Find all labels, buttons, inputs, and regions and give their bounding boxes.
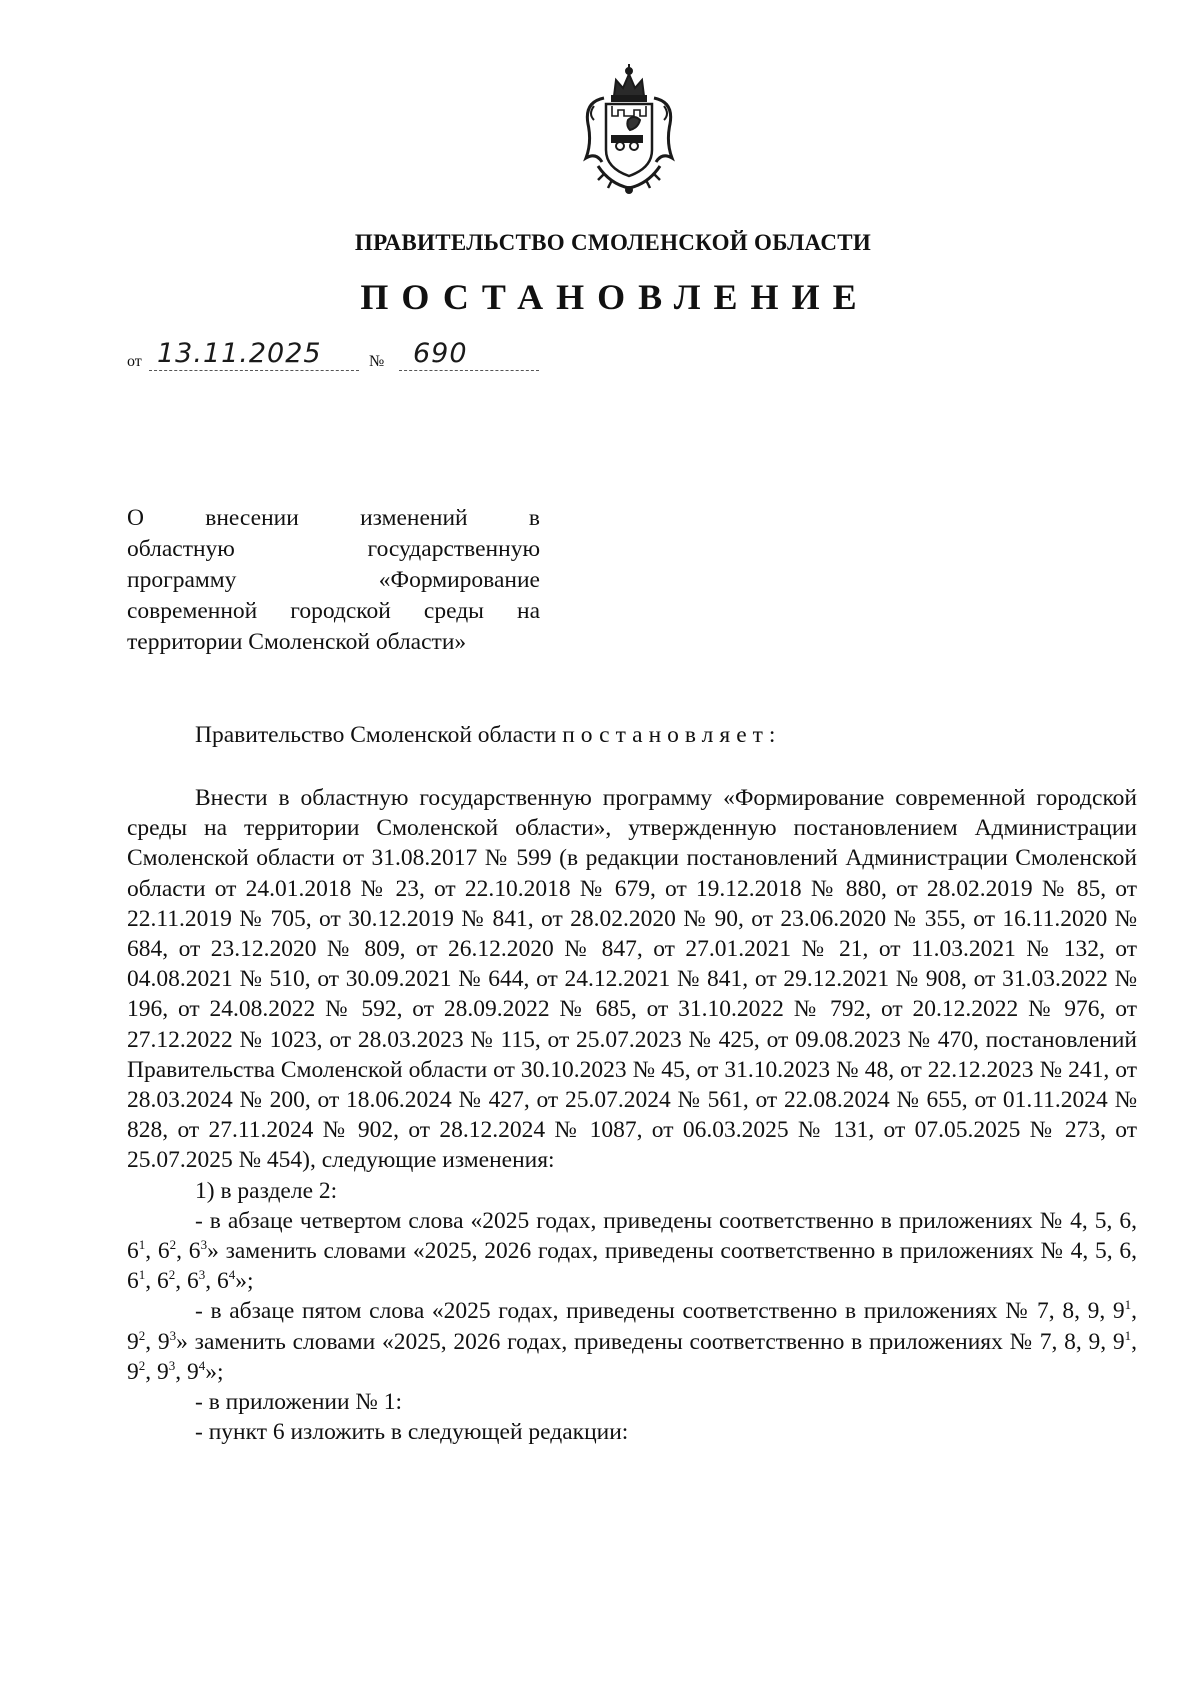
item-section-2: 1) в разделе 2: xyxy=(195,1177,338,1204)
intro-decree-word: постановляет: xyxy=(562,722,782,748)
number-field xyxy=(399,340,539,371)
date-value: 13.11.2025 xyxy=(157,338,322,369)
document-type-title: ПОСТАНОВЛЕНИЕ xyxy=(360,277,870,317)
document-subject xyxy=(127,503,540,658)
number-label: № xyxy=(369,353,385,370)
coat-of-arms-emblem xyxy=(576,62,682,198)
date-label: от xyxy=(127,353,142,370)
main-paragraph: Внести в областную государственную программу «Формирование современной городской среды на территории Смоленской области», утвержденную постановлением Администрации Смоленской области от 31.08.2017 № 599 (в редакции постановлений Администрации Смоленской области от 24.01.2018 № 23, от 22.10.2018 № 679, от 19.12.2018 № 880, от 28.02.2019 № 85, от 22.11.2019 № 705, от 30.12.2019 № 841, от 28.02.2020 № 90, от 23.06.2020 № 355, от 16.11.2020 № 684, от 23.12.2020 № 809, от 26.12.2020 № 847, от 27.01.2021 № 21, от 11.03.2021 № 132, от 04.08.2021 № 510, от 30.09.2021 № 644, от 24.12.2021 № 841, от 29.12.2021 № 908, от 31.03.2022 № 196, от 24.08.2022 № 592, от 28.09.2022 № 685, от 31.10.2022 № 792, от 20.12.2022 № 976, от 27.12.2022 № 1023, от 28.03.2023 № 115, от 25.07.2023 № 425, от 09.08.2023 № 470, постановлений Правительства Смоленской области от 30.10.2023 № 45, от 31.10.2023 № 48, от 22.12.2023 № 241, от 28.03.2024 № 200, от 18.06.2024 № 427, от 25.07.2024 № 561, от 22.08.2024 № 655, от 01.11.2024 № 828, от 27.11.2024 № 902, от 28.12.2024 № 1087, от 06.03.2025 № 131, от 07.05.2025 № 273, от 25.07.2025 № 454), следующие изменения: xyxy=(127,785,1137,1174)
number-value: 690 xyxy=(413,338,468,369)
subject-line: О внесении изменений в xyxy=(127,505,540,531)
organization-title: ПРАВИТЕЛЬСТВО СМОЛЕНСКОЙ ОБЛАСТИ xyxy=(354,230,872,255)
date-field xyxy=(149,340,359,371)
item-point-6: - пункт 6 изложить в следующей редакции: xyxy=(195,1419,629,1446)
resolution-intro xyxy=(195,722,781,749)
intro-text: Правительство Смоленской области xyxy=(195,722,563,748)
document-body xyxy=(127,783,1137,1447)
subject-line: территории Смоленской области» xyxy=(127,629,467,655)
subject-line: современной городской среды на xyxy=(127,598,540,624)
paragraph-4-change: - в абзаце четвертом слова «2025 годах, приведены соответственно в приложениях № 4, 5, 6, $6^1$, $6^2$, $6^3$» заменить словами «2025, 2026 годах, приведены соответственно в приложениях № 4, 5, 6, $6^1$, $6^2$, $6^3$, $6^4$»; xyxy=(127,1207,1138,1295)
item-appendix-1: - в приложении № 1: xyxy=(195,1389,403,1416)
paragraph-5-change: - в абзаце пятом слова «2025 годах, приведены соответственно в приложениях № 7, 8, 9, $9^1$, $9^2$, $9^3$» заменить словами «2025, 2026 годах, приведены соответственно в приложениях № 7, 8, 9, $9^1$, $9^2$, $9^3$, $9^4$»; xyxy=(127,1297,1138,1385)
subject-line: областную государственную xyxy=(127,536,540,562)
subject-line: программу «Формирование xyxy=(127,567,540,593)
